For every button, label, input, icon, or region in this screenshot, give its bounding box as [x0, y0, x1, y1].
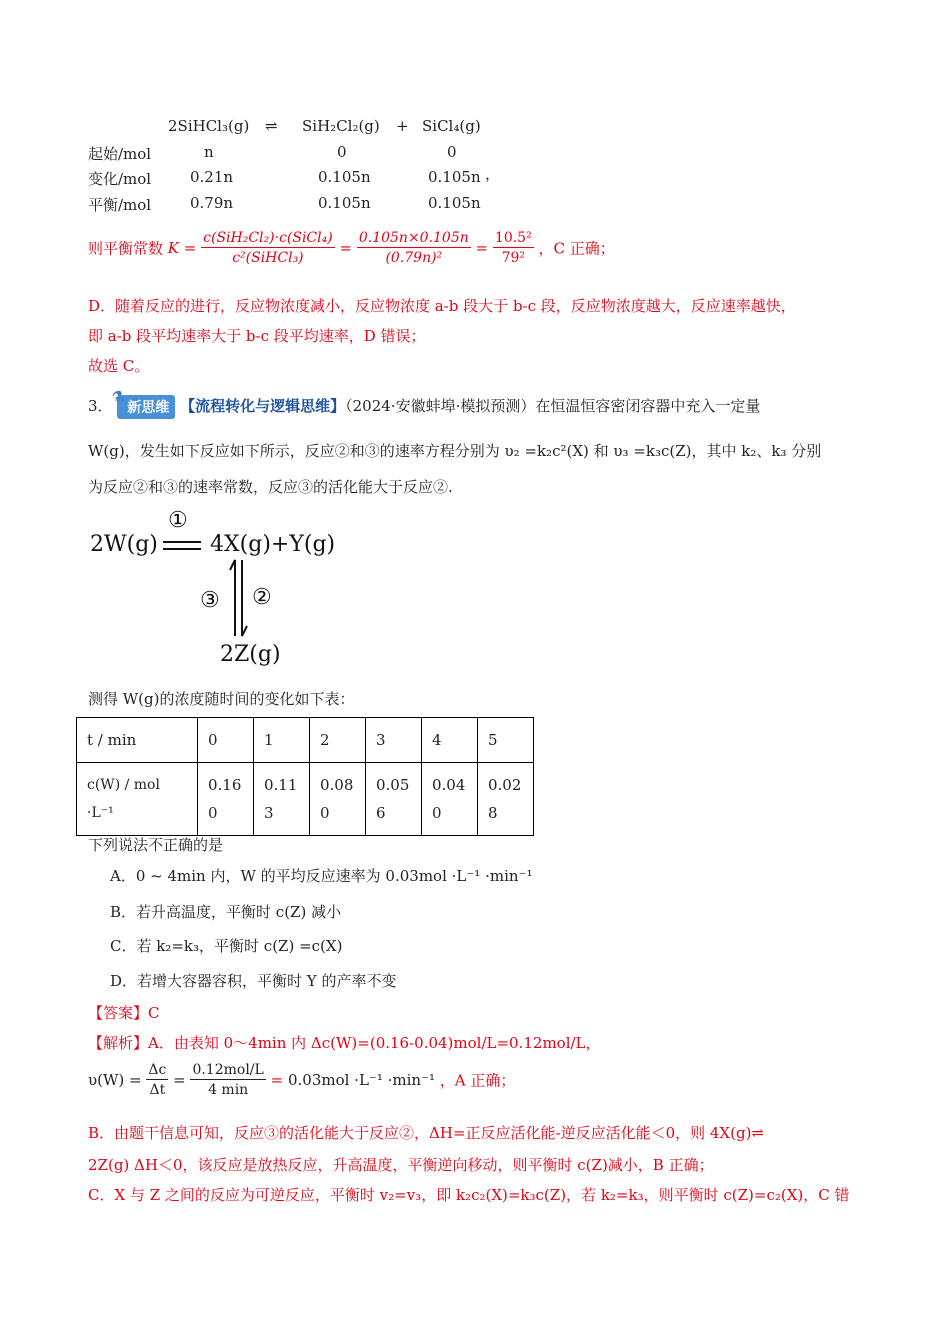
- k-fraction-2: [357, 230, 471, 266]
- fraction-numerator: c(SiH₂Cl₂)·c(SiCl₄): [203, 230, 333, 246]
- k-symbol: K: [167, 239, 180, 257]
- rate-fraction-2: [190, 1062, 265, 1098]
- concentration-cell: 0.11 3: [254, 763, 310, 836]
- rate-result: 0.03mol ·L⁻¹ ·min⁻¹: [287, 1071, 435, 1089]
- rate-formula: [88, 1062, 515, 1098]
- k-suffix: ，C 正确；: [538, 239, 615, 258]
- concentration-cell: 0.16 0: [198, 763, 254, 836]
- equals: =: [270, 1071, 284, 1089]
- option-d-analysis-line1: D．随着反应的进行，反应物浓度减小，反应物浓度 a-b 段大于 b-c 段，反应物浓度越大，反应速率越快，: [88, 297, 796, 315]
- question-prompt: 下列说法不正确的是: [88, 836, 224, 854]
- fraction-denominator: 4 min: [208, 1082, 249, 1098]
- concentration-table: [76, 717, 534, 836]
- analysis-label: 【解析】: [88, 1034, 149, 1052]
- scheme-right: 4X(g)+Y(g): [210, 532, 336, 557]
- scheme-label-2: ②: [252, 585, 272, 610]
- fraction-denominator: c²(SiHCl₃): [232, 250, 304, 266]
- species-product-2: SiCl₄(g): [422, 117, 481, 135]
- fraction-denominator: (0.79n)²: [385, 250, 443, 266]
- option-d: D．若增大容器容积，平衡时 Y 的产率不变: [110, 972, 397, 990]
- question-3-header: [88, 389, 761, 419]
- time-cell: 1: [254, 718, 310, 763]
- question-3-line3: 为反应②和③的速率常数，反应③的活化能大于反应②.: [88, 478, 453, 496]
- scheme-left: 2W(g): [90, 532, 158, 557]
- rate-suffix: ，A 正确；: [439, 1071, 516, 1090]
- time-cell: 0: [198, 718, 254, 763]
- ice-cell: 0.79n: [190, 194, 234, 212]
- flask-icon: ⚗: [111, 389, 124, 405]
- answer-value: C: [148, 1004, 160, 1022]
- option-b: B．若升高温度，平衡时 c(Z) 减小: [110, 903, 342, 921]
- scheme-label-3: ③: [200, 588, 220, 613]
- concentration-cell: 0.04 0: [422, 763, 478, 836]
- concentration-cell: 0.05 6: [366, 763, 422, 836]
- time-cell: 2: [310, 718, 366, 763]
- time-cell: 5: [478, 718, 534, 763]
- new-thinking-badge: [111, 389, 175, 419]
- row-header-concentration: c(W) / mol ·L⁻¹: [77, 763, 198, 836]
- answer-label: 【答案】: [88, 1004, 149, 1022]
- equals: =: [475, 239, 489, 257]
- plus-sign: +: [396, 117, 409, 135]
- species-product-1: SiH₂Cl₂(g): [302, 117, 380, 135]
- fraction-numerator: 10.5²: [494, 230, 532, 246]
- question-3-line2: W(g)，发生如下反应如下所示，反应②和③的速率方程分别为 υ₂ =k₂c²(X) 和 υ₃ =k₃c(Z)，其中 k₂、k₃ 分别: [88, 442, 822, 460]
- species-reactant: 2SiHCl₃(g): [168, 117, 250, 135]
- ice-cell: 0.105n: [318, 168, 371, 186]
- scheme-bottom: 2Z(g): [220, 642, 281, 667]
- ice-cell: 0.105n: [318, 194, 371, 212]
- table-row: [77, 718, 534, 763]
- option-a: A．0 ~ 4min 内，W 的平均反应速率为 0.03mol ·L⁻¹ ·min⁻¹: [110, 867, 533, 885]
- conclusion-line: 故选 C。: [88, 357, 150, 375]
- badge-label: 新思维: [127, 400, 170, 416]
- ice-cell: 0: [337, 143, 347, 161]
- reversible-arrow-vertical: [228, 558, 250, 638]
- ice-cell: 0: [447, 143, 457, 161]
- analysis-b-line2: 2Z(g) ΔH＜0，该反应是放热反应，升高温度，平衡逆向移动，则平衡时 c(Z)减小，B 正确；: [88, 1156, 714, 1174]
- question-number: 3．: [88, 397, 113, 415]
- k-fraction-3: [493, 230, 534, 266]
- time-cell: 3: [366, 718, 422, 763]
- equals: =: [183, 239, 197, 257]
- rate-lhs: υ(W) =: [88, 1071, 142, 1089]
- rate-fraction-1: [146, 1062, 168, 1098]
- analysis-b-line1: B．由题干信息可知，反应③的活化能大于反应②，ΔH=正反应活化能-逆反应活化能＜0，则 4X(g)⇌: [88, 1124, 764, 1142]
- fraction-denominator: 79²: [501, 250, 526, 266]
- answer-line: [88, 1002, 160, 1023]
- question-source: （2024·安徽蚌埠·模拟预测）在恒温恒容密闭容器中充入一定量: [345, 397, 761, 415]
- analysis-a-text: A．由表知 0～4min 内 Δc(W)=(0.16-0.04)mol/L=0.12mol/L，: [148, 1034, 601, 1052]
- table-intro: 测得 W(g)的浓度随时间的变化如下表：: [88, 690, 355, 708]
- analysis-c-line: C．X 与 Z 之间的反应为可逆反应，平衡时 v₂=v₃，即 k₂c₂(X)=k₃c(Z)，若 k₂=k₃，则平衡时 c(Z)=c₂(X)，C 错: [88, 1186, 850, 1204]
- equals: =: [173, 1071, 186, 1089]
- fraction-numerator: 0.12mol/L: [192, 1062, 264, 1078]
- question-tag: 【流程转化与逻辑思维】: [180, 397, 346, 415]
- row-header-time: t / min: [77, 718, 198, 763]
- table-row: [77, 763, 534, 836]
- ice-row-label: 起始/mol: [88, 145, 152, 163]
- concentration-cell: 0.02 8: [478, 763, 534, 836]
- option-d-analysis-line2: 即 a-b 段平均速率大于 b-c 段平均速率，D 错误；: [88, 327, 426, 345]
- analysis-a-line: [88, 1032, 601, 1053]
- equilibrium-arrow: ⇌: [265, 117, 278, 135]
- scheme-label-1: ①: [168, 508, 188, 533]
- ice-row-label: 平衡/mol: [88, 196, 152, 214]
- fraction-denominator: Δt: [149, 1082, 166, 1098]
- equals: =: [339, 239, 353, 257]
- time-cell: 4: [422, 718, 478, 763]
- fraction-numerator: 0.105n×0.105n: [358, 230, 469, 246]
- ice-row-label: 变化/mol: [88, 170, 152, 188]
- equilibrium-constant-line: [88, 230, 615, 266]
- double-line-arrow-1: [163, 539, 201, 553]
- ice-cell: 0.21n: [190, 168, 234, 186]
- ice-cell: n: [204, 143, 214, 161]
- option-c: C．若 k₂=k₃，平衡时 c(Z) =c(X): [110, 937, 343, 955]
- fraction-numerator: Δc: [148, 1062, 167, 1078]
- ice-cell: 0.105n: [428, 194, 481, 212]
- trailing-comma: ，: [485, 165, 501, 183]
- concentration-cell: 0.08 0: [310, 763, 366, 836]
- ice-cell: 0.105n: [428, 168, 481, 186]
- k-prefix: 则平衡常数: [88, 239, 164, 258]
- k-fraction-1: [201, 230, 335, 266]
